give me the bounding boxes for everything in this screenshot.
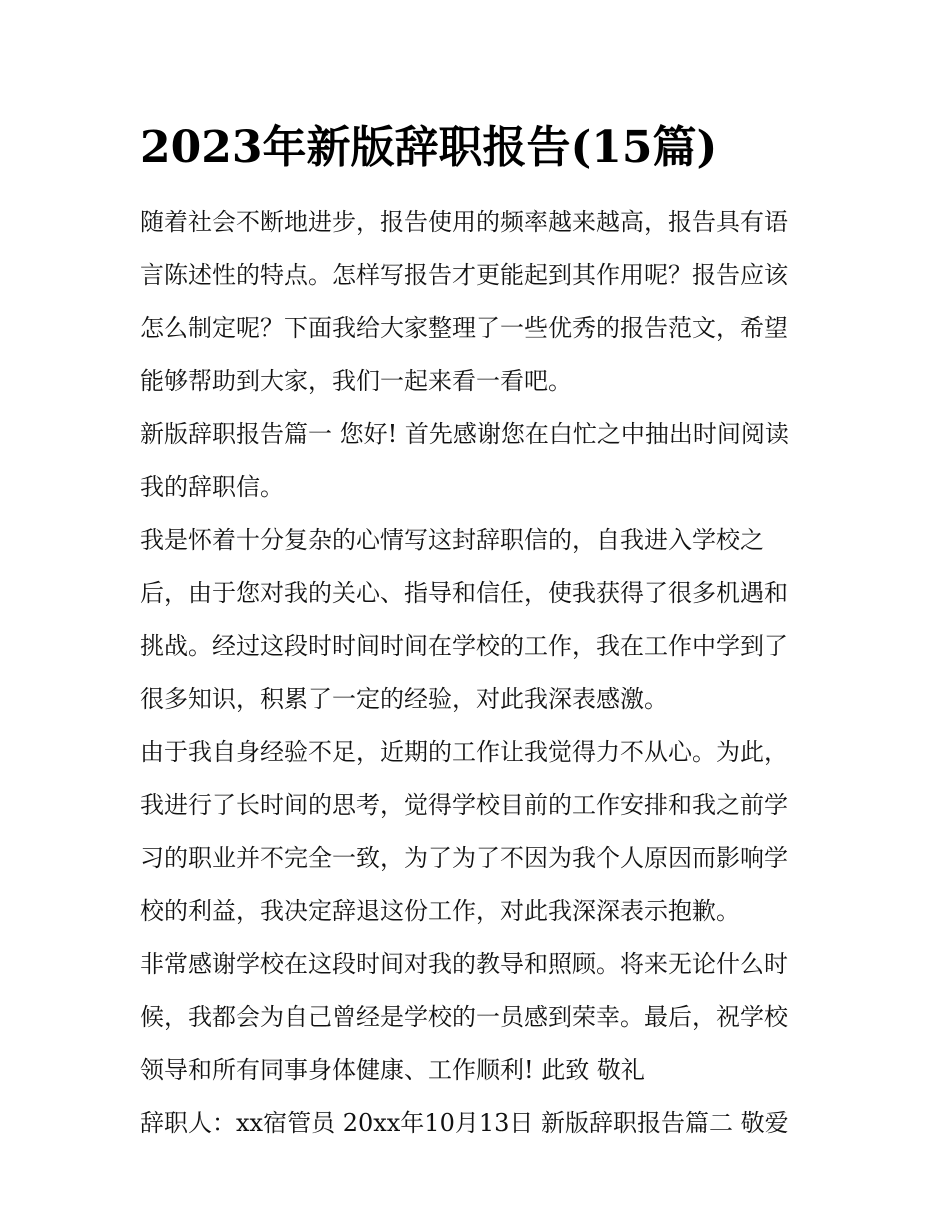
text-line: 后，由于您对我的关心、指导和信任，使我获得了很多机遇和 [140,579,788,607]
text-line: 由于我自身经验不足，近期的工作让我觉得力不从心。为此， [140,738,788,766]
text-line: 随着社会不断地进步，报告使用的频率越来越高，报告具有语 [140,208,788,236]
text-line: 候，我都会为自己曾经是学校的一员感到荣幸。最后，祝学校 [140,1003,788,1031]
text-line: 新版辞职报告篇一 您好! 首先感谢您在白忙之中抽出时间阅读 [140,420,789,448]
text-line: 习的职业并不完全一致，为了为了不因为我个人原因而影响学 [140,844,788,872]
text-line: 言陈述性的特点。怎样写报告才更能起到其作用呢？报告应该 [140,261,788,289]
document-title: 2023年新版辞职报告(15篇) [140,122,718,173]
text-line: 很多知识，积累了一定的经验，对此我深表感激。 [140,685,668,713]
document-body [140,196,812,1150]
text-line: 怎么制定呢？下面我给大家整理了一些优秀的报告范文，希望 [140,314,788,342]
text-line: 非常感谢学校在这段时间对我的教导和照顾。将来无论什么时 [140,950,788,978]
text-line: 挑战。经过这段时时间时间在学校的工作，我在工作中学到了 [140,632,788,660]
text-line: 我的辞职信。 [140,473,284,501]
text-line: 能够帮助到大家，我们一起来看一看吧。 [140,367,572,395]
text-line: 领导和所有同事身体健康、工作顺利! 此致 敬礼 [140,1056,645,1084]
text-line: 校的利益，我决定辞退这份工作，对此我深深表示抱歉。 [140,897,740,925]
text-line: 辞职人：xx宿管员 20xx年10月13日 新版辞职报告篇二 敬爱 [140,1109,789,1137]
text-line: 我进行了长时间的思考，觉得学校目前的工作安排和我之前学 [140,791,788,819]
text-line: 我是怀着十分复杂的心情写这封辞职信的，自我进入学校之 [140,526,764,554]
